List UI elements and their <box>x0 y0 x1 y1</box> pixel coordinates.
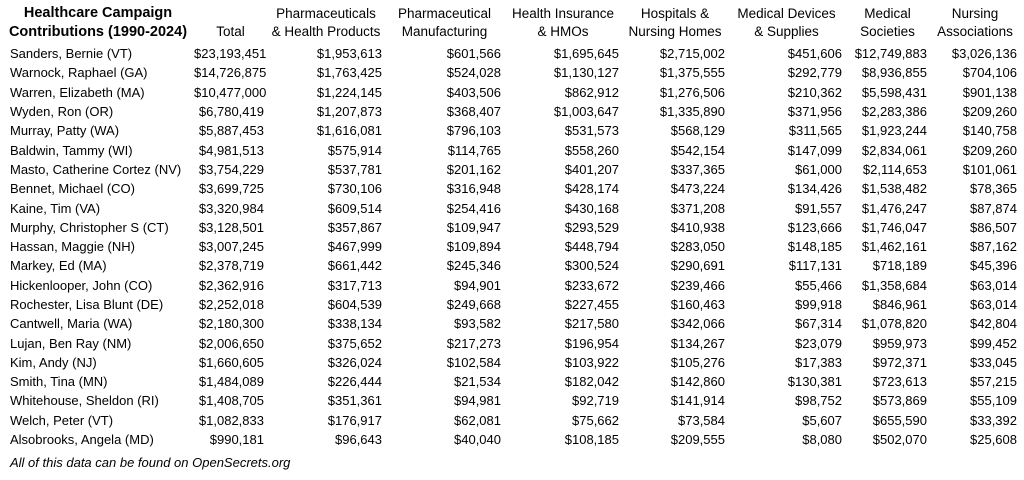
politician-name: Alsobrooks, Angela (MD) <box>10 432 154 448</box>
value-cell: $1,335,890 <box>659 104 725 120</box>
value-cell: $357,867 <box>327 219 382 235</box>
source-footnote: All of this data can be found on OpenSecrets.org <box>10 455 291 471</box>
value-cell: $5,887,453 <box>198 123 264 139</box>
value-cell: $17,383 <box>795 354 842 370</box>
value-cell: $448,794 <box>564 239 619 255</box>
politician-name: Warnock, Raphael (GA) <box>10 65 148 81</box>
column-header-line2: Societies <box>860 24 915 39</box>
value-cell: $182,042 <box>564 374 619 390</box>
value-cell: $467,999 <box>327 239 382 255</box>
table-row <box>2 333 1020 352</box>
value-cell: $73,584 <box>678 412 725 428</box>
table-row <box>2 102 1020 121</box>
table-row <box>2 353 1020 372</box>
value-cell: $1,003,647 <box>553 104 619 120</box>
value-cell: $96,643 <box>335 432 382 448</box>
value-cell: $2,180,300 <box>198 316 264 332</box>
column-header-line2: Nursing Homes <box>628 24 722 39</box>
politician-name: Sanders, Bernie (VT) <box>10 46 133 62</box>
value-cell: $105,276 <box>670 354 725 370</box>
value-cell: $209,260 <box>962 142 1017 158</box>
value-cell: $337,365 <box>670 161 725 177</box>
value-cell: $473,224 <box>670 181 725 197</box>
value-cell: $45,396 <box>970 258 1017 274</box>
value-cell: $3,754,229 <box>198 161 264 177</box>
politician-name: Welch, Peter (VT) <box>10 412 114 428</box>
politician-name: Markey, Ed (MA) <box>10 258 107 274</box>
column-header-line1: Medical <box>864 6 911 21</box>
header-row <box>2 4 1020 44</box>
politician-name: Murphy, Christopher S (CT) <box>10 219 169 235</box>
politician-name: Cantwell, Maria (WA) <box>10 316 133 332</box>
value-cell: $990,181 <box>209 432 264 448</box>
politician-name: Whitehouse, Sheldon (RI) <box>10 393 159 409</box>
column-header-line1: Health Insurance <box>511 6 615 21</box>
politician-name: Warren, Elizabeth (MA) <box>10 84 145 100</box>
value-cell: $401,207 <box>564 161 619 177</box>
value-cell: $5,598,431 <box>861 84 927 100</box>
column-header-line1: Hospitals & <box>640 6 710 21</box>
politician-name: Kim, Andy (NJ) <box>10 354 97 370</box>
value-cell: $300,524 <box>564 258 619 274</box>
value-cell: $210,362 <box>787 84 842 100</box>
value-cell: $55,109 <box>970 393 1017 409</box>
value-cell: $326,024 <box>327 354 382 370</box>
value-cell: $99,918 <box>795 297 842 312</box>
value-cell: $87,162 <box>970 239 1017 255</box>
column-header-hospitals-nursing-homes <box>622 4 728 44</box>
table-row <box>2 314 1020 333</box>
value-cell: $1,538,482 <box>861 181 927 197</box>
value-cell: $1,484,089 <box>198 374 264 390</box>
value-cell: $2,283,386 <box>861 104 927 120</box>
table-row <box>2 160 1020 179</box>
value-cell: $217,580 <box>564 316 619 332</box>
value-cell: $94,981 <box>454 393 501 409</box>
politician-name: Bennet, Michael (CO) <box>10 181 135 197</box>
value-cell: $531,573 <box>564 123 619 139</box>
value-cell: $114,765 <box>447 142 501 158</box>
value-cell: $10,477,000 <box>194 84 267 100</box>
value-cell: $959,973 <box>872 335 927 351</box>
value-cell: $972,371 <box>872 354 927 370</box>
table-row <box>2 372 1020 391</box>
value-cell: $42,804 <box>970 316 1017 332</box>
value-cell: $92,719 <box>572 393 619 409</box>
column-header-total <box>194 4 267 44</box>
value-cell: $451,606 <box>787 46 842 62</box>
value-cell: $375,652 <box>327 335 382 351</box>
column-header-pharmaceutical-manufacturing <box>385 4 504 44</box>
value-cell: $292,779 <box>787 65 842 81</box>
value-cell: $245,346 <box>446 258 501 274</box>
value-cell: $249,668 <box>446 297 501 312</box>
value-cell: $290,691 <box>670 258 725 274</box>
table-row <box>2 256 1020 275</box>
value-cell: $2,715,002 <box>659 46 725 62</box>
value-cell: $568,129 <box>670 123 725 139</box>
value-cell: $40,040 <box>454 432 501 448</box>
value-cell: $2,006,650 <box>198 335 264 351</box>
value-cell: $3,026,136 <box>951 46 1017 62</box>
table-row <box>2 44 1020 63</box>
value-cell: $1,358,684 <box>861 277 927 293</box>
value-cell: $428,174 <box>564 181 619 197</box>
value-cell: $1,476,247 <box>861 200 927 216</box>
table-row <box>2 198 1020 217</box>
value-cell: $410,938 <box>670 219 725 235</box>
value-cell: $123,666 <box>787 219 842 235</box>
value-cell: $98,752 <box>795 393 842 409</box>
column-header-line1: Nursing <box>951 6 999 21</box>
value-cell: $21,534 <box>454 374 501 390</box>
value-cell: $5,607 <box>802 412 842 428</box>
value-cell: $117,131 <box>788 258 842 274</box>
value-cell: $3,320,984 <box>198 200 264 216</box>
value-cell: $8,080 <box>802 432 842 448</box>
value-cell: $1,276,506 <box>659 84 725 100</box>
value-cell: $176,917 <box>327 412 382 428</box>
value-cell: $140,758 <box>962 123 1017 139</box>
value-cell: $55,466 <box>795 277 842 293</box>
value-cell: $1,695,645 <box>553 46 619 62</box>
value-cell: $2,252,018 <box>198 297 264 312</box>
contributions-table <box>2 4 1020 449</box>
value-cell: $723,613 <box>872 374 927 390</box>
table-row <box>2 276 1020 295</box>
column-header-nursing-associations <box>930 4 1020 44</box>
value-cell: $1,130,127 <box>553 65 619 81</box>
column-header-line2: Total <box>216 24 245 39</box>
table-row <box>2 411 1020 430</box>
value-cell: $62,081 <box>454 412 501 428</box>
value-cell: $1,082,833 <box>198 412 264 428</box>
value-cell: $601,566 <box>446 46 501 62</box>
table-body <box>2 44 1020 449</box>
value-cell: $3,007,245 <box>198 239 264 255</box>
value-cell: $94,901 <box>454 277 501 293</box>
value-cell: $524,028 <box>446 65 501 81</box>
value-cell: $91,557 <box>795 200 842 216</box>
value-cell: $217,273 <box>446 335 501 351</box>
value-cell: $1,763,425 <box>316 65 382 81</box>
value-cell: $371,208 <box>670 200 725 216</box>
value-cell: $101,061 <box>962 161 1017 177</box>
table-title <box>2 4 194 44</box>
value-cell: $351,361 <box>327 393 382 409</box>
politician-name: Kaine, Tim (VA) <box>10 200 101 216</box>
value-cell: $103,922 <box>564 354 619 370</box>
value-cell: $1,746,047 <box>861 219 927 235</box>
value-cell: $109,947 <box>446 219 501 235</box>
value-cell: $134,426 <box>787 181 842 197</box>
value-cell: $6,780,419 <box>198 104 264 120</box>
value-cell: $209,260 <box>962 104 1017 120</box>
table-row <box>2 430 1020 449</box>
value-cell: $575,914 <box>327 142 382 158</box>
column-header-line1: Pharmaceutical <box>397 6 492 21</box>
value-cell: $254,416 <box>446 200 501 216</box>
value-cell: $661,442 <box>327 258 382 274</box>
value-cell: $57,215 <box>970 374 1017 390</box>
table-row <box>2 295 1020 314</box>
value-cell: $1,375,555 <box>659 65 725 81</box>
value-cell: $4,981,513 <box>198 142 264 158</box>
value-cell: $63,014 <box>970 297 1017 312</box>
column-header-line2: & HMOs <box>537 24 589 39</box>
value-cell: $148,185 <box>787 239 842 255</box>
value-cell: $23,079 <box>795 335 842 351</box>
politician-name: Smith, Tina (MN) <box>10 374 108 390</box>
column-header-medical-devices-supplies <box>728 4 845 44</box>
value-cell: $134,267 <box>670 335 725 351</box>
politician-name: Hickenlooper, John (CO) <box>10 277 153 293</box>
politician-name: Baldwin, Tammy (WI) <box>10 142 133 158</box>
value-cell: $609,514 <box>327 200 382 216</box>
value-cell: $342,066 <box>670 316 725 332</box>
value-cell: $2,114,653 <box>862 161 927 177</box>
value-cell: $201,162 <box>446 161 501 177</box>
value-cell: $1,616,081 <box>316 123 382 139</box>
value-cell: $87,874 <box>970 200 1017 216</box>
value-cell: $1,923,244 <box>861 123 927 139</box>
value-cell: $573,869 <box>872 393 927 409</box>
table-row <box>2 179 1020 198</box>
value-cell: $1,408,705 <box>198 393 264 409</box>
value-cell: $33,045 <box>970 354 1017 370</box>
value-cell: $75,662 <box>572 412 619 428</box>
column-header-health-insurance-hmos <box>504 4 622 44</box>
value-cell: $196,954 <box>564 335 619 351</box>
value-cell: $226,444 <box>327 374 382 390</box>
value-cell: $1,078,820 <box>861 316 927 332</box>
value-cell: $862,912 <box>564 84 619 100</box>
value-cell: $430,168 <box>564 200 619 216</box>
table-row <box>2 83 1020 102</box>
politician-name: Hassan, Maggie (NH) <box>10 239 135 255</box>
column-header-line1: Medical Devices <box>737 6 836 21</box>
value-cell: $239,466 <box>670 277 725 293</box>
value-cell: $846,961 <box>872 297 927 312</box>
value-cell: $78,365 <box>970 181 1017 197</box>
value-cell: $2,834,061 <box>861 142 927 158</box>
value-cell: $371,956 <box>787 104 842 120</box>
value-cell: $209,555 <box>670 432 725 448</box>
value-cell: $108,185 <box>564 432 619 448</box>
value-cell: $3,128,501 <box>198 219 264 235</box>
value-cell: $86,507 <box>970 219 1017 235</box>
value-cell: $141,914 <box>670 393 725 409</box>
value-cell: $1,207,873 <box>316 104 382 120</box>
politician-name: Rochester, Lisa Blunt (DE) <box>10 297 164 312</box>
value-cell: $655,590 <box>872 412 927 428</box>
table-row <box>2 140 1020 159</box>
value-cell: $1,462,161 <box>861 239 927 255</box>
value-cell: $338,134 <box>327 316 382 332</box>
politician-name: Wyden, Ron (OR) <box>10 104 114 120</box>
value-cell: $147,099 <box>787 142 842 158</box>
value-cell: $1,953,613 <box>316 46 382 62</box>
value-cell: $25,608 <box>970 432 1017 448</box>
value-cell: $63,014 <box>970 277 1017 293</box>
table-row <box>2 63 1020 82</box>
value-cell: $403,506 <box>446 84 501 100</box>
value-cell: $1,660,605 <box>198 354 264 370</box>
table-title-line2: Contributions (1990-2024) <box>8 24 188 40</box>
column-header-line2: Associations <box>937 24 1013 39</box>
value-cell: $558,260 <box>564 142 619 158</box>
value-cell: $293,529 <box>564 219 619 235</box>
value-cell: $283,050 <box>670 239 725 255</box>
table-row <box>2 121 1020 140</box>
value-cell: $12,749,883 <box>854 46 927 62</box>
value-cell: $368,407 <box>446 104 501 120</box>
value-cell: $130,381 <box>787 374 842 390</box>
value-cell: $14,726,875 <box>194 65 267 81</box>
value-cell: $730,106 <box>327 181 382 197</box>
table-row <box>2 391 1020 410</box>
value-cell: $316,948 <box>446 181 501 197</box>
value-cell: $796,103 <box>446 123 501 139</box>
table-row <box>2 237 1020 256</box>
value-cell: $537,781 <box>327 161 382 177</box>
politician-name: Lujan, Ben Ray (NM) <box>10 335 132 351</box>
value-cell: $704,106 <box>962 65 1017 81</box>
column-header-line2: & Health Products <box>271 24 381 39</box>
politician-name: Murray, Patty (WA) <box>10 123 120 139</box>
column-header-line1: Pharmaceuticals <box>276 6 376 21</box>
value-cell: $23,193,451 <box>194 46 267 62</box>
value-cell: $542,154 <box>670 142 725 158</box>
table-title-line1: Healthcare Campaign <box>23 5 173 21</box>
value-cell: $2,378,719 <box>198 258 264 274</box>
value-cell: $1,224,145 <box>316 84 382 100</box>
value-cell: $2,362,916 <box>198 277 264 293</box>
politician-name: Masto, Catherine Cortez (NV) <box>10 161 182 177</box>
value-cell: $604,539 <box>327 297 382 312</box>
value-cell: $33,392 <box>970 412 1017 428</box>
column-header-pharmaceuticals-health-products <box>267 4 385 44</box>
value-cell: $99,452 <box>970 335 1017 351</box>
value-cell: $718,189 <box>872 258 927 274</box>
value-cell: $102,584 <box>446 354 501 370</box>
value-cell: $160,463 <box>670 297 725 312</box>
value-cell: $8,936,855 <box>861 65 927 81</box>
column-header-medical-societies <box>845 4 930 44</box>
value-cell: $67,314 <box>795 316 842 332</box>
value-cell: $61,000 <box>795 161 842 177</box>
value-cell: $109,894 <box>446 239 501 255</box>
value-cell: $311,565 <box>788 123 842 139</box>
value-cell: $233,672 <box>564 277 619 293</box>
value-cell: $3,699,725 <box>198 181 264 197</box>
column-header-line2: & Supplies <box>754 24 819 39</box>
value-cell: $227,455 <box>564 297 619 312</box>
value-cell: $901,138 <box>962 84 1017 100</box>
table-row <box>2 218 1020 237</box>
value-cell: $93,582 <box>454 316 501 332</box>
value-cell: $502,070 <box>872 432 927 448</box>
value-cell: $142,860 <box>670 374 725 390</box>
column-header-line2: Manufacturing <box>401 24 488 39</box>
value-cell: $317,713 <box>327 277 382 293</box>
